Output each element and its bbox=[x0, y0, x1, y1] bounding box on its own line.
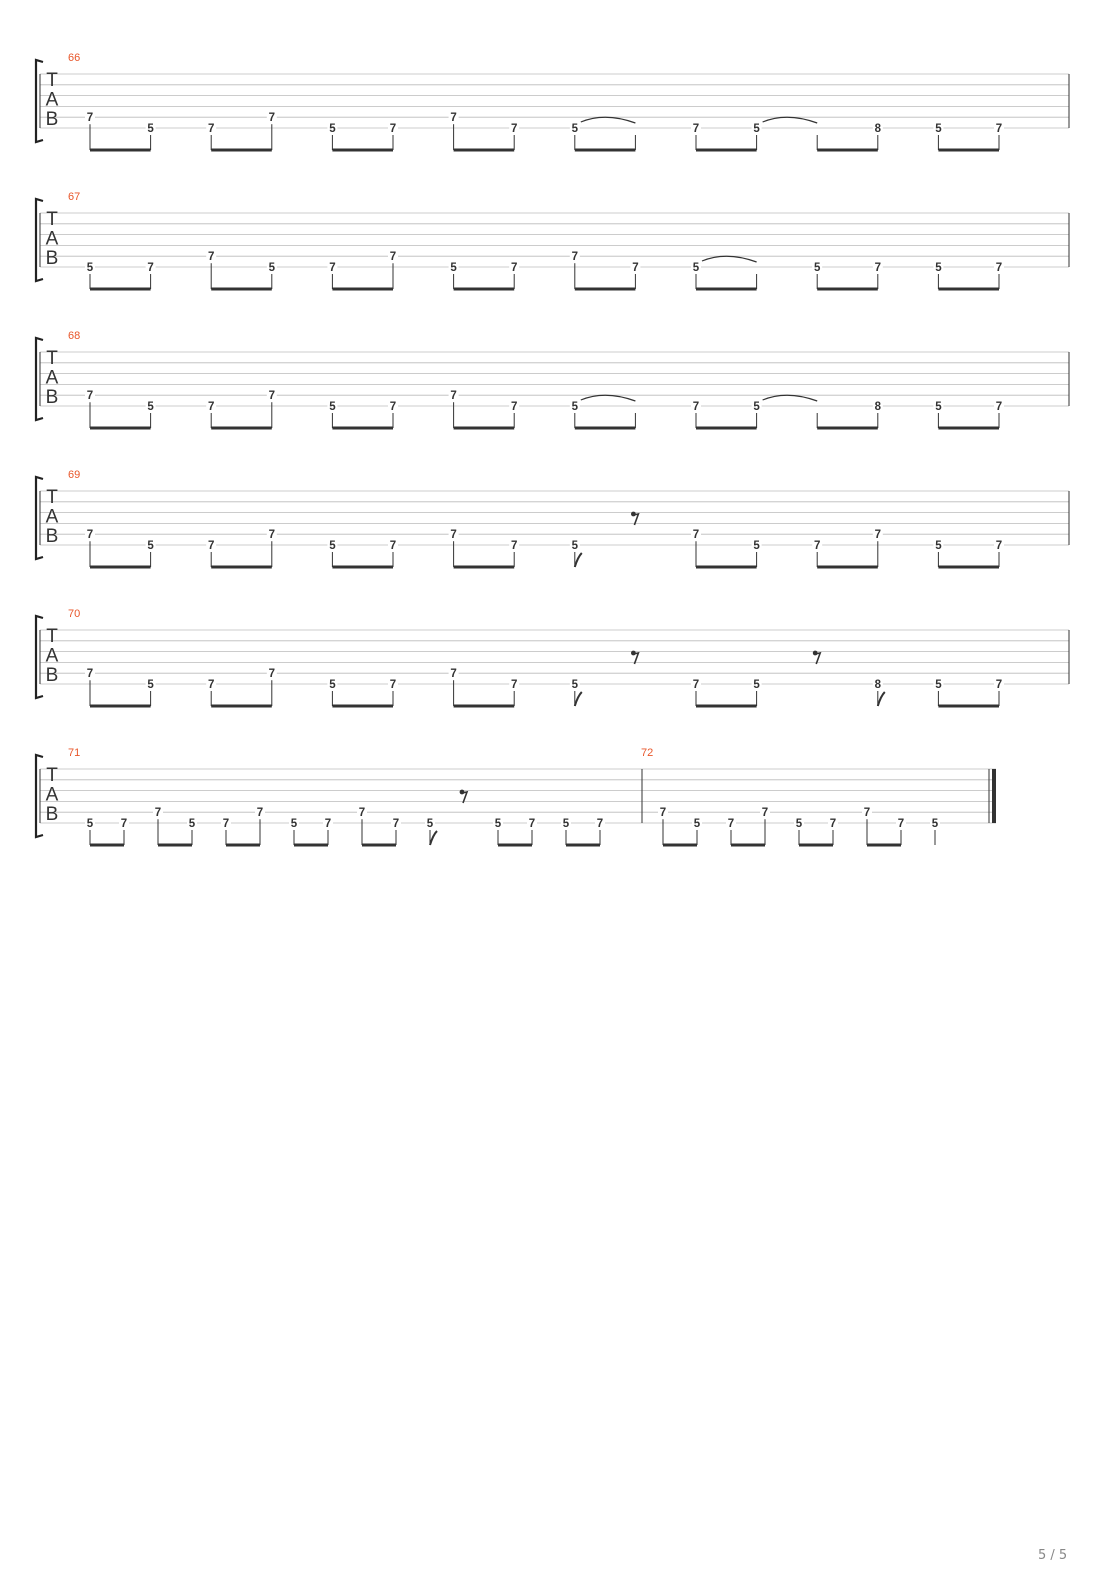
fret-number: 5 bbox=[935, 262, 942, 274]
fret-number: 5 bbox=[450, 262, 457, 274]
fret-number: 5 bbox=[935, 679, 942, 691]
beam bbox=[938, 705, 999, 708]
fret-number: 7 bbox=[154, 807, 162, 820]
beam bbox=[211, 705, 272, 708]
beam bbox=[696, 705, 757, 708]
measure-number: 72 bbox=[641, 747, 654, 759]
fret-number: 5 bbox=[147, 401, 154, 413]
fret-number: 7 bbox=[761, 807, 769, 820]
tab-clef-letter: T bbox=[46, 487, 58, 508]
beam bbox=[332, 288, 393, 291]
tie-arc bbox=[763, 117, 818, 123]
fret-number: 7 bbox=[389, 123, 397, 135]
page-number: 5 / 5 bbox=[1038, 1548, 1068, 1563]
beam bbox=[158, 844, 192, 847]
tie-arc bbox=[763, 395, 818, 401]
fret-number: 5 bbox=[935, 540, 942, 552]
fret-number: 7 bbox=[389, 540, 397, 552]
fret-number: 5 bbox=[147, 123, 154, 135]
fret-number: 5 bbox=[931, 818, 939, 830]
beam bbox=[696, 288, 757, 291]
fret-number: 5 bbox=[692, 262, 700, 274]
fret-number: 5 bbox=[571, 540, 579, 552]
tab-clef-letter: A bbox=[45, 89, 59, 111]
fret-number: 7 bbox=[450, 390, 457, 403]
fret-number: 7 bbox=[329, 262, 336, 274]
tab-clef-letter: T bbox=[46, 70, 58, 91]
measure-number: 68 bbox=[68, 330, 81, 342]
tab-clef-letter: B bbox=[45, 248, 59, 269]
beam bbox=[696, 427, 757, 430]
tab-clef-letter: B bbox=[45, 526, 59, 547]
fret-number: 5 bbox=[86, 818, 94, 830]
beam bbox=[454, 427, 515, 430]
fret-number: 7 bbox=[897, 818, 905, 830]
fret-number: 8 bbox=[874, 123, 882, 135]
tab-clef-letter: B bbox=[45, 387, 59, 408]
fret-number: 5 bbox=[562, 818, 570, 830]
fret-number: 5 bbox=[753, 401, 760, 413]
beam bbox=[90, 427, 151, 430]
fret-number: 5 bbox=[329, 679, 336, 691]
tie-arc bbox=[581, 395, 636, 401]
fret-number: 7 bbox=[692, 401, 700, 413]
beam bbox=[454, 705, 515, 708]
fret-number: 5 bbox=[329, 540, 336, 552]
fret-number: 5 bbox=[813, 262, 821, 274]
beam bbox=[817, 566, 878, 569]
fret-number: 7 bbox=[392, 818, 400, 830]
fret-number: 7 bbox=[995, 401, 1003, 413]
fret-number: 7 bbox=[528, 818, 536, 830]
fret-number: 7 bbox=[86, 390, 94, 403]
fret-number: 5 bbox=[571, 401, 579, 413]
fret-number: 5 bbox=[426, 818, 434, 830]
fret-number: 5 bbox=[571, 679, 579, 691]
beam bbox=[817, 427, 878, 430]
fret-number: 7 bbox=[510, 262, 518, 274]
fret-number: 7 bbox=[874, 262, 882, 274]
fret-number: 5 bbox=[935, 123, 942, 135]
fret-number: 7 bbox=[120, 818, 128, 830]
fret-number: 7 bbox=[207, 679, 215, 691]
tie-arc bbox=[581, 117, 636, 123]
beam bbox=[663, 844, 697, 847]
fret-number: 5 bbox=[795, 818, 803, 830]
fret-number: 7 bbox=[727, 818, 735, 830]
beam bbox=[938, 427, 999, 430]
beam bbox=[731, 844, 765, 847]
fret-number: 7 bbox=[207, 540, 215, 552]
beam bbox=[566, 844, 600, 847]
measure-number: 66 bbox=[68, 52, 81, 64]
fret-number: 7 bbox=[874, 529, 882, 542]
beam bbox=[575, 149, 636, 152]
beam bbox=[211, 566, 272, 569]
fret-number: 5 bbox=[571, 123, 579, 135]
fret-number: 7 bbox=[389, 401, 397, 413]
tab-clef-letter: T bbox=[46, 765, 58, 786]
beam bbox=[332, 427, 393, 430]
fret-number: 5 bbox=[935, 401, 942, 413]
beam bbox=[696, 566, 757, 569]
beam bbox=[575, 427, 636, 430]
fret-number: 7 bbox=[632, 262, 639, 274]
beam bbox=[90, 705, 151, 708]
note-flag bbox=[878, 692, 885, 706]
beam bbox=[817, 288, 878, 291]
fret-number: 7 bbox=[86, 112, 94, 125]
fret-number: 7 bbox=[450, 112, 457, 125]
fret-number: 5 bbox=[329, 401, 336, 413]
fret-number: 7 bbox=[450, 668, 457, 681]
tab-clef-letter: A bbox=[45, 228, 59, 250]
fret-number: 7 bbox=[324, 818, 332, 830]
fret-number: 7 bbox=[389, 251, 397, 264]
fret-number: 5 bbox=[290, 818, 298, 830]
fret-number: 5 bbox=[329, 123, 336, 135]
fret-number: 7 bbox=[268, 668, 276, 681]
beam bbox=[211, 427, 272, 430]
fret-number: 7 bbox=[596, 818, 604, 830]
tie-arc bbox=[702, 256, 757, 262]
beam bbox=[332, 149, 393, 152]
measure-number: 70 bbox=[68, 608, 81, 620]
fret-number: 7 bbox=[659, 807, 667, 820]
fret-number: 7 bbox=[510, 679, 518, 691]
fret-number: 7 bbox=[207, 123, 215, 135]
fret-number: 7 bbox=[510, 401, 518, 413]
fret-number: 7 bbox=[510, 540, 518, 552]
fret-number: 7 bbox=[86, 668, 94, 681]
fret-number: 7 bbox=[863, 807, 871, 820]
fret-number: 7 bbox=[995, 262, 1003, 274]
fret-number: 7 bbox=[358, 807, 366, 820]
fret-number: 7 bbox=[207, 251, 215, 264]
beam bbox=[817, 149, 878, 152]
fret-number: 7 bbox=[995, 123, 1003, 135]
fret-number: 7 bbox=[995, 540, 1003, 552]
fret-number: 7 bbox=[389, 679, 397, 691]
fret-number: 5 bbox=[86, 262, 94, 274]
measure-number: 69 bbox=[68, 469, 81, 481]
fret-number: 7 bbox=[268, 529, 276, 542]
note-flag bbox=[575, 553, 582, 567]
beam bbox=[454, 566, 515, 569]
fret-number: 5 bbox=[147, 540, 154, 552]
fret-number: 5 bbox=[268, 262, 276, 274]
beam bbox=[332, 566, 393, 569]
note-flag bbox=[430, 831, 437, 845]
beam bbox=[454, 288, 515, 291]
beam bbox=[226, 844, 260, 847]
beam bbox=[454, 149, 515, 152]
tab-clef-letter: A bbox=[45, 367, 59, 389]
fret-number: 7 bbox=[147, 262, 154, 274]
beam bbox=[90, 288, 151, 291]
fret-number: 7 bbox=[571, 251, 579, 264]
beam bbox=[498, 844, 532, 847]
beam bbox=[90, 844, 124, 847]
beam bbox=[938, 566, 999, 569]
beam bbox=[696, 149, 757, 152]
fret-number: 5 bbox=[753, 123, 760, 135]
final-barline-thick bbox=[992, 769, 996, 823]
fret-number: 7 bbox=[450, 529, 457, 542]
tab-clef-letter: T bbox=[46, 209, 58, 230]
fret-number: 5 bbox=[753, 540, 760, 552]
beam bbox=[90, 149, 151, 152]
tab-clef-letter: A bbox=[45, 506, 59, 528]
beam bbox=[938, 149, 999, 152]
beam bbox=[211, 288, 272, 291]
beam bbox=[332, 705, 393, 708]
beam bbox=[90, 566, 151, 569]
tab-clef-letter: B bbox=[45, 109, 59, 130]
tab-clef-letter: A bbox=[45, 784, 59, 806]
fret-number: 7 bbox=[813, 540, 821, 552]
fret-number: 5 bbox=[147, 679, 154, 691]
fret-number: 7 bbox=[222, 818, 230, 830]
fret-number: 5 bbox=[494, 818, 502, 830]
beam bbox=[575, 288, 636, 291]
fret-number: 8 bbox=[874, 679, 882, 691]
fret-number: 7 bbox=[692, 529, 700, 542]
fret-number: 7 bbox=[692, 679, 700, 691]
measure-number: 71 bbox=[68, 747, 81, 759]
fret-number: 5 bbox=[753, 679, 760, 691]
beam bbox=[938, 288, 999, 291]
fret-number: 7 bbox=[268, 112, 276, 125]
fret-number: 7 bbox=[256, 807, 264, 820]
fret-number: 7 bbox=[268, 390, 276, 403]
tab-clef-letter: T bbox=[46, 348, 58, 369]
fret-number: 8 bbox=[874, 401, 882, 413]
fret-number: 7 bbox=[692, 123, 700, 135]
tab-clef-letter: T bbox=[46, 626, 58, 647]
tab-clef-letter: B bbox=[45, 804, 59, 825]
fret-number: 7 bbox=[995, 679, 1003, 691]
fret-number: 7 bbox=[829, 818, 837, 830]
measure-number: 67 bbox=[68, 191, 81, 203]
tab-clef-letter: B bbox=[45, 665, 59, 686]
beam bbox=[867, 844, 901, 847]
fret-number: 5 bbox=[693, 818, 701, 830]
tab-clef-letter: A bbox=[45, 645, 59, 667]
fret-number: 5 bbox=[188, 818, 196, 830]
beam bbox=[362, 844, 396, 847]
fret-number: 7 bbox=[207, 401, 215, 413]
beam bbox=[799, 844, 833, 847]
beam bbox=[211, 149, 272, 152]
fret-number: 7 bbox=[510, 123, 518, 135]
beam bbox=[294, 844, 328, 847]
note-flag bbox=[575, 692, 582, 706]
fret-number: 7 bbox=[86, 529, 94, 542]
